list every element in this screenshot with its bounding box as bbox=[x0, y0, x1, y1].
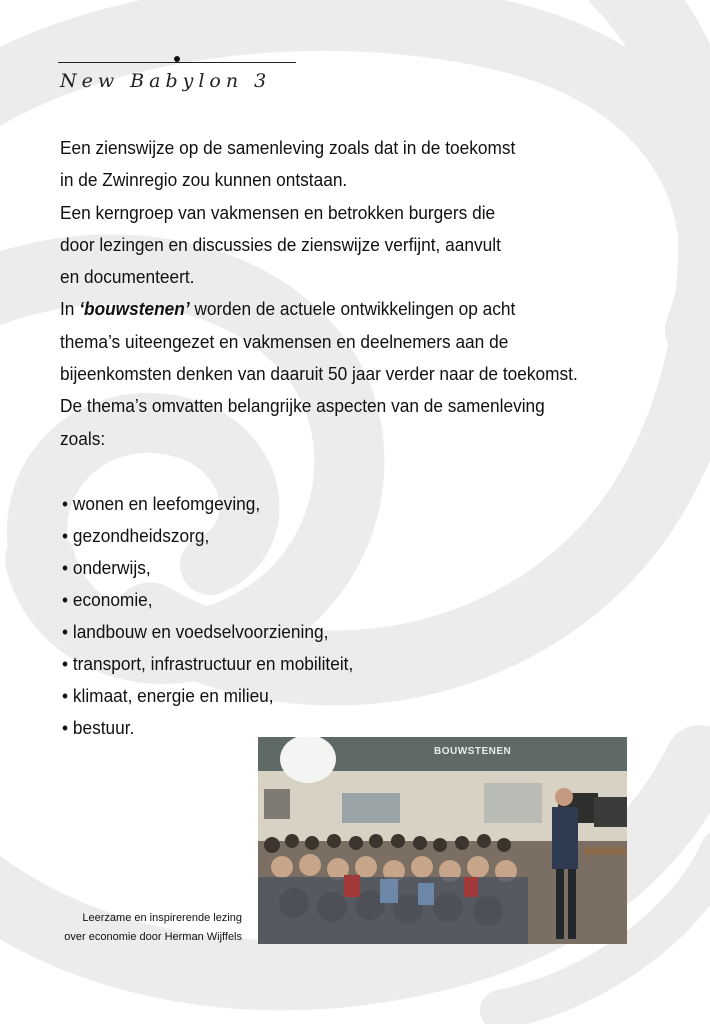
intro-line: De thema’s omvatten belangrijke aspecten van de samenleving bbox=[60, 396, 545, 417]
intro-line: bijeenkomsten denken van daaruit 50 jaar verder naar de toekomst. bbox=[60, 364, 578, 385]
photo-caption bbox=[64, 909, 242, 947]
lecture-photo bbox=[258, 737, 627, 944]
theme-item: • klimaat, energie en milieu, bbox=[62, 686, 274, 706]
intro-line: zoals: bbox=[60, 428, 106, 449]
theme-item: • gezondheidszorg, bbox=[62, 526, 210, 546]
bouwstenen-emphasis: ‘bouwstenen’ bbox=[79, 299, 190, 320]
logo: New Babylon 3 bbox=[60, 70, 272, 92]
theme-item: • bestuur. bbox=[62, 718, 135, 738]
intro-line: Een kerngroep van vakmensen en betrokken burgers die bbox=[60, 202, 496, 223]
theme-item: • transport, infrastructuur en mobiliteit, bbox=[62, 654, 354, 674]
caption-line: over economie door Herman Wijffels bbox=[64, 931, 242, 943]
intro-line: in de Zwinregio zou kunnen ontstaan. bbox=[60, 170, 348, 191]
lecture-photo-illustration bbox=[258, 737, 627, 944]
intro-line: thema’s uiteengezet en vakmensen en deelnemers aan de bbox=[60, 331, 509, 352]
intro-line: door lezingen en discussies de zienswijze verfijnt, aanvult bbox=[60, 234, 501, 255]
caption-line: Leerzame en inspirerende lezing bbox=[82, 912, 242, 924]
theme-item: • economie, bbox=[62, 590, 153, 610]
theme-item: • landbouw en voedselvoorziening, bbox=[62, 622, 329, 642]
bouwstenen-sign: BOUWSTENEN bbox=[434, 746, 512, 757]
intro-line: en documenteert. bbox=[60, 267, 195, 288]
logo-rule bbox=[58, 62, 296, 63]
intro-line-suffix: worden de actuele ontwikkelingen op acht bbox=[189, 299, 516, 320]
intro-line-bouwstenen bbox=[60, 293, 598, 325]
intro-line: Een zienswijze op de samenleving zoals dat in de toekomst bbox=[60, 138, 516, 158]
intro-line-prefix: In bbox=[60, 299, 80, 320]
intro-paragraph bbox=[60, 132, 598, 455]
theme-item: • wonen en leefomgeving, bbox=[62, 494, 261, 514]
theme-item: • onderwijs, bbox=[62, 558, 151, 578]
